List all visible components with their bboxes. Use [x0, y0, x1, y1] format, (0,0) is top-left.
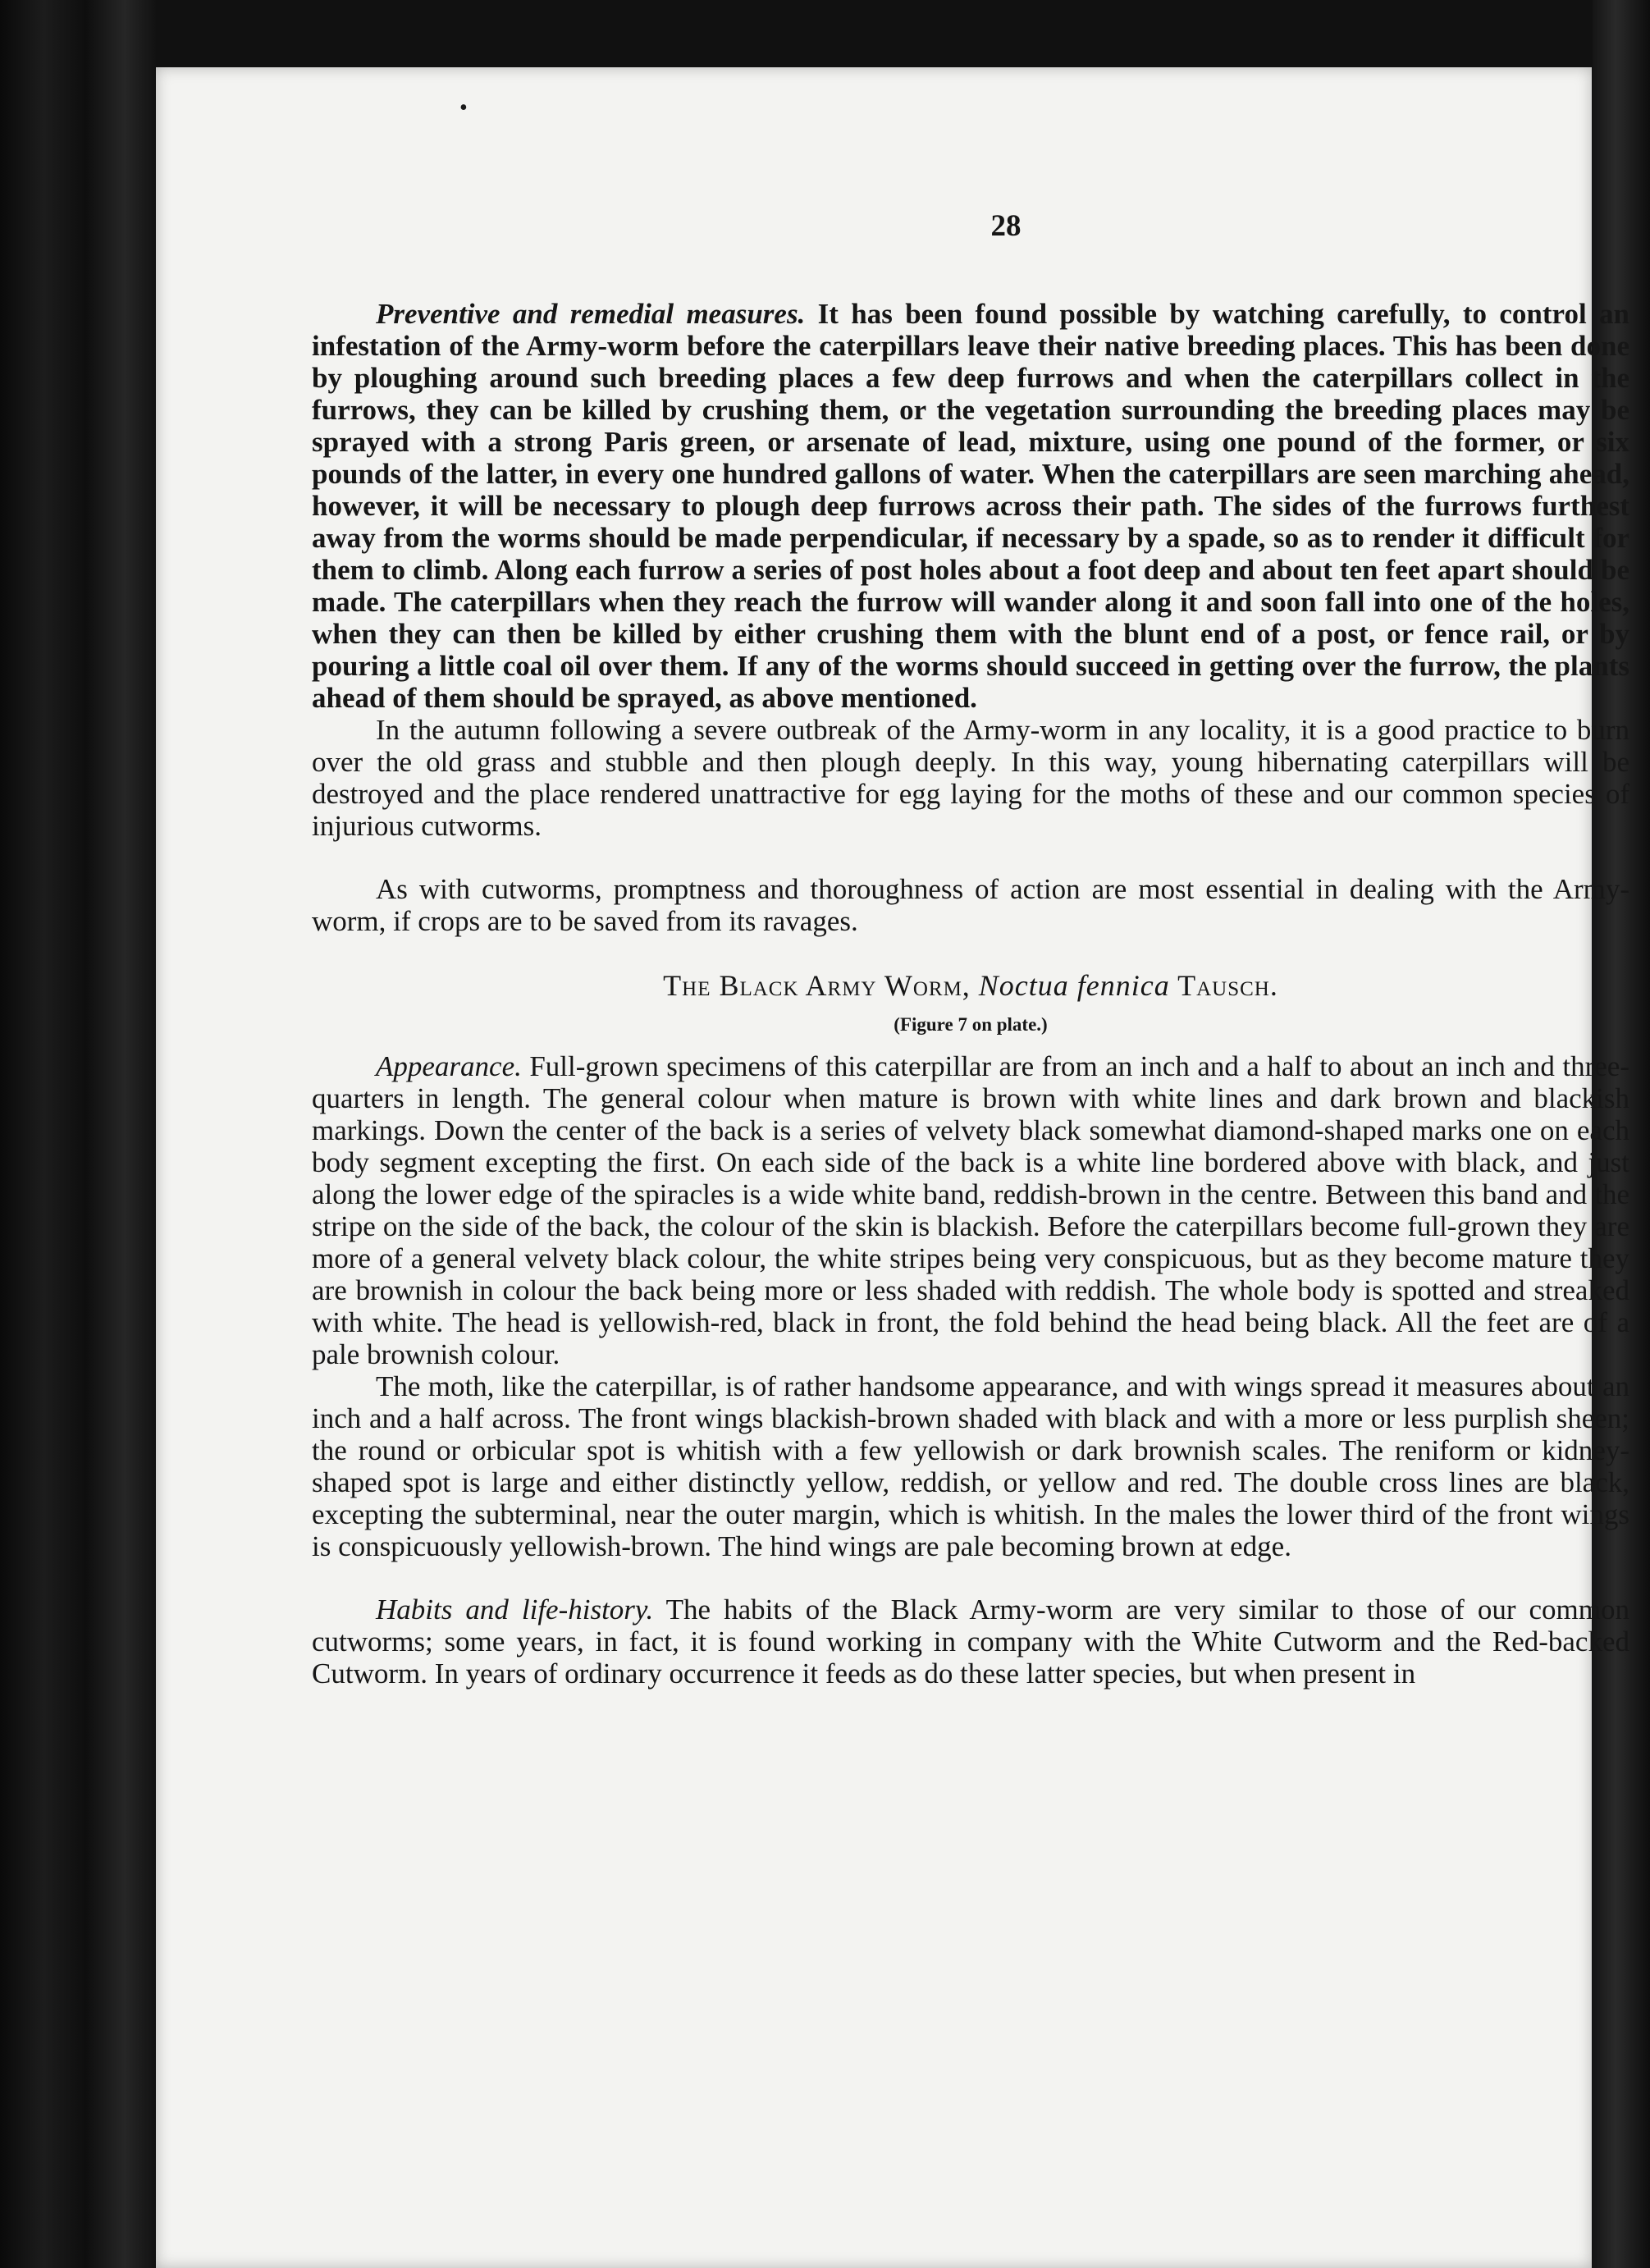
habits-lead: Habits and life-history. [376, 1594, 654, 1626]
preventive-paragraph [312, 298, 1629, 714]
habits-paragraph [312, 1594, 1629, 1690]
appearance-lead: Appearance. [376, 1050, 522, 1082]
appearance-body: Full-grown specimens of this caterpillar are from an inch and a half to about an inch and three-quarters in length. The general colour when mature is brown with white lines and dark brown and blackish markings. Down the center of the back is a series of velvety black somewhat diamond-shaped marks one on each body segment excepting the first. On each side of the back is a white line bordered above with black, and just along the lower edge of the spiracles is a wide white band, reddish-brown in the centre. Between this band and the stripe on the side of the back, the colour of the skin is blackish. Before the caterpillars become full-grown they are more of a general velvety black colour, the white stripes being very conspicuous, but as they become mature they are brownish in colour the back being more or less shaded with reddish. The whole body is spotted and streaked with white. The head is yellowish-red, black in front, the fold behind the head being black. All the feet are of a pale brownish colour. [312, 1050, 1629, 1370]
scanned-page [156, 67, 1629, 2268]
heading-prefix: The Black Army Worm, [663, 969, 979, 1002]
appearance-paragraph [312, 1050, 1629, 1370]
heading-species: Noctua fennica [978, 969, 1170, 1002]
page-content [312, 208, 1629, 1690]
figure-note: (Figure 7 on plate.) [894, 1014, 1048, 1035]
section-heading [312, 968, 1629, 1003]
habits-body: The habits of the Black Army-worm are very similar to those of our common cutworms; some years, in fact, it is found working in company with the White Cutworm and the Red-backed Cutworm. In years of ordinary occurrence it feeds as do these latter species, but when present in [312, 1594, 1629, 1690]
moth-paragraph: The moth, like the caterpillar, is of rather handsome appearance, and with wings spread it measures about an inch and a half across. The front wings blackish-brown shaded with black and with a more or less purplish sheen; the round or orbicular spot is whitish with a few yellowish or dark brownish scales. The reniform or kidney-shaped spot is large and either distinctly yellow, reddish, or yellow and red. The double cross lines are black, excepting the subterminal, near the outer margin, which is whitish. In the males the lower third of the front wings is conspicuously yellowish-brown. The hind wings are pale becoming brown at edge. [312, 1370, 1629, 1562]
heading-suffix: Tausch. [1169, 969, 1278, 1002]
book-spine-left [0, 0, 156, 2268]
preventive-lead: Preventive and remedial measures. [376, 298, 806, 330]
page-number: 28 [990, 209, 1022, 243]
promptness-paragraph: As with cutworms, promptness and thoroughness of action are most essential in dealing with the Army-worm, if crops are to be saved from its ravages. [312, 873, 1629, 937]
autumn-paragraph: In the autumn following a severe outbreak of the Army-worm in any locality, it is a good practice to burn over the old grass and stubble and then plough deeply. In this way, young hibernating caterpillars will be destroyed and the place rendered unattractive for egg laying for the moths of these and our common species of injurious cutworms. [312, 714, 1629, 842]
preventive-body: It has been found possible by watching carefully, to control an infestation of the Army-worm before the caterpillars leave their native breeding places. This has been done by ploughing around such breeding places a few deep furrows and when the caterpillars collect in the furrows, they can be killed by crushing them, or the vegetation surrounding the breeding places may be sprayed with a strong Paris green, or arsenate of lead, mixture, using one pound of the former, or six pounds of the latter, in every one hundred gallons of water. When the caterpillars are seen marching ahead, however, it will be necessary to plough deep furrows across their path. The sides of the furrows furthest away from the worms should be made perpendicular, if necessary by a spade, so as to render it difficult for them to climb. Along each furrow a series of post holes about a foot deep and about ten feet apart should be made. The caterpillars when they reach the furrow will wander along it and soon fall into one of the holes, when they can then be killed by either crushing them with the blunt end of a post, or fence rail, or by pouring a little coal oil over them. If any of the worms should succeed in getting over the furrow, the plants ahead of them should be sprayed, as above mentioned. [312, 298, 1629, 714]
scan-speck: • [459, 95, 468, 121]
